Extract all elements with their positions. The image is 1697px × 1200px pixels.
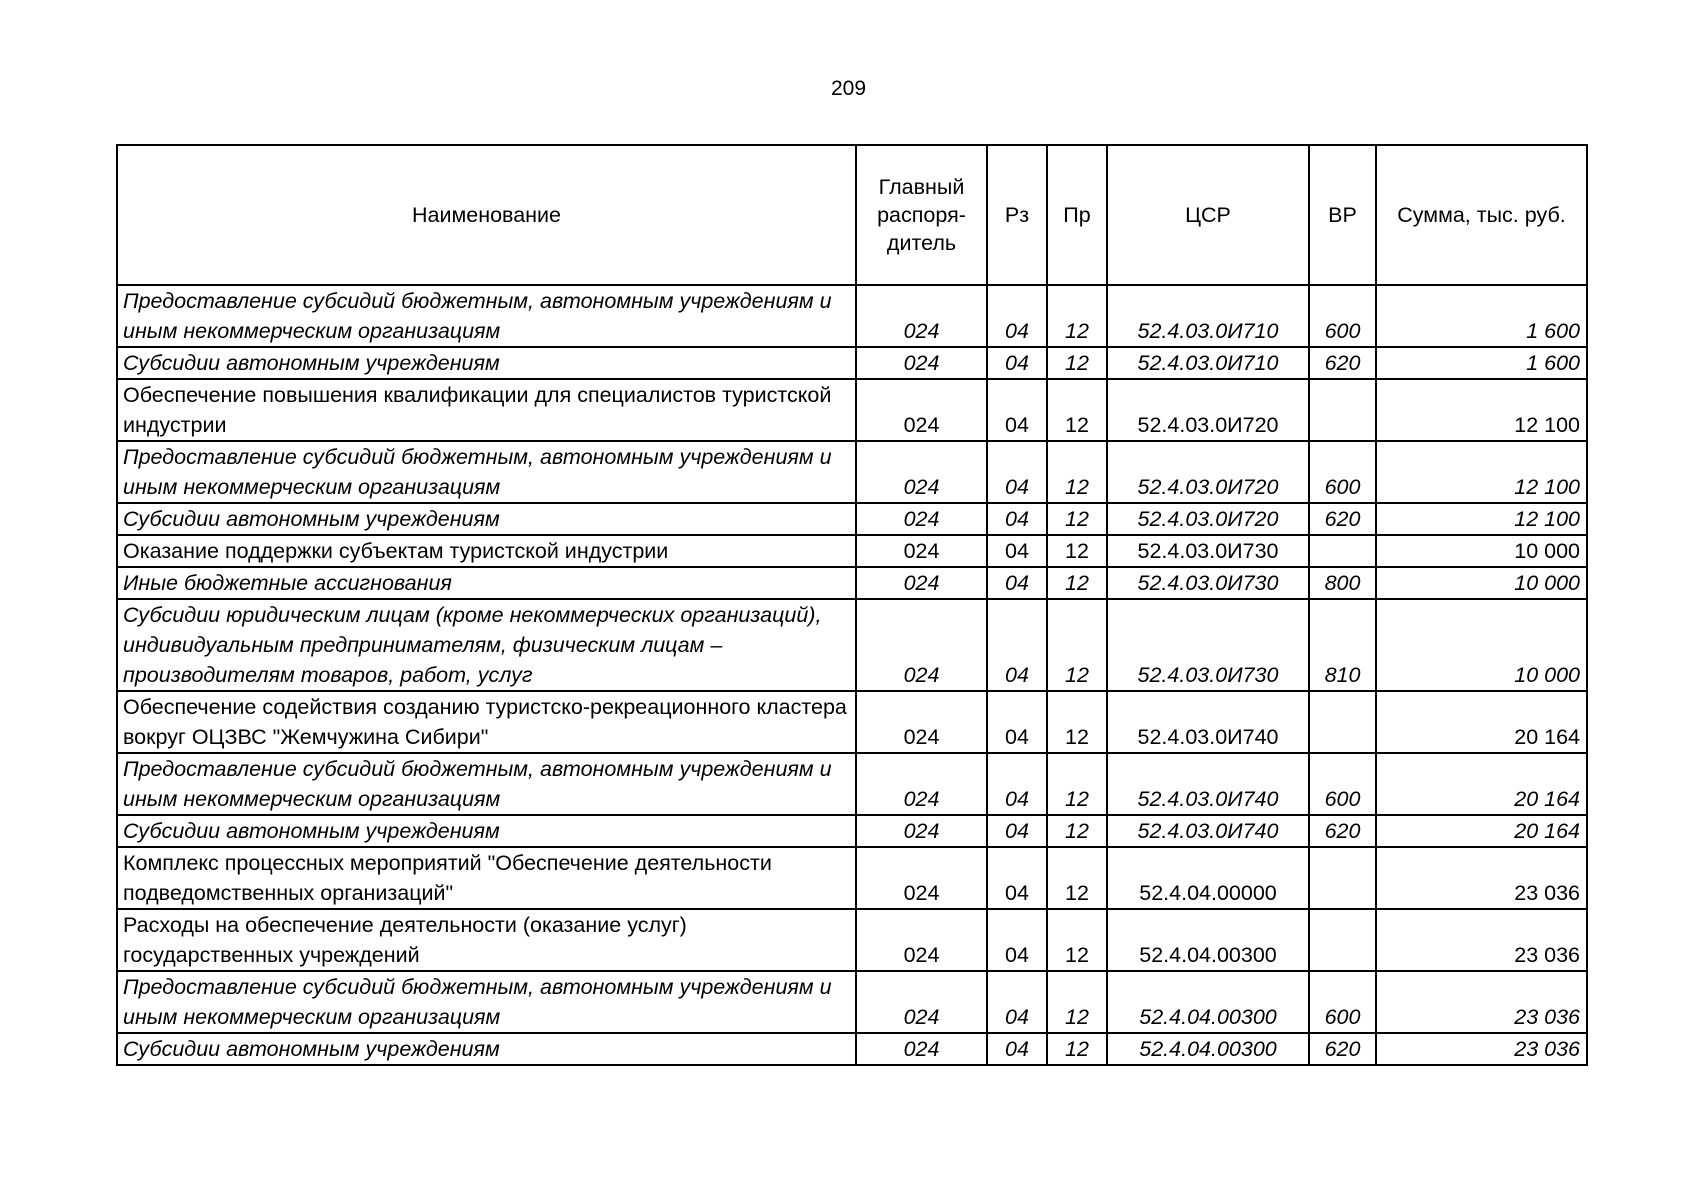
cell-vr: 620 (1309, 347, 1376, 379)
cell-manager: 024 (856, 285, 987, 347)
cell-rz: 04 (987, 691, 1047, 753)
cell-sum: 23 036 (1376, 971, 1587, 1033)
table-row (117, 815, 1587, 847)
cell-pr: 12 (1047, 909, 1107, 971)
table-row (117, 285, 1587, 347)
cell-csr: 52.4.03.0И740 (1107, 753, 1309, 815)
cell-csr: 52.4.04.00000 (1107, 847, 1309, 909)
cell-rz: 04 (987, 909, 1047, 971)
cell-vr: 600 (1309, 285, 1376, 347)
table-row (117, 379, 1587, 441)
cell-rz: 04 (987, 535, 1047, 567)
header-rz: Рз (987, 145, 1047, 285)
cell-sum: 20 164 (1376, 815, 1587, 847)
cell-pr: 12 (1047, 567, 1107, 599)
cell-vr: 810 (1309, 599, 1376, 691)
cell-manager: 024 (856, 347, 987, 379)
cell-sum: 10 000 (1376, 599, 1587, 691)
page-number: 209 (830, 77, 867, 100)
cell-rz: 04 (987, 847, 1047, 909)
table-row (117, 1033, 1587, 1065)
cell-name: Предоставление субсидий бюджетным, автономным учреждениям и иным некоммерческим организациям (117, 971, 856, 1033)
cell-manager: 024 (856, 379, 987, 441)
table-row (117, 691, 1587, 753)
cell-rz: 04 (987, 347, 1047, 379)
table-row (117, 753, 1587, 815)
cell-name: Субсидии автономным учреждениям (117, 1033, 856, 1065)
cell-vr: 600 (1309, 441, 1376, 503)
cell-vr: 600 (1309, 753, 1376, 815)
cell-sum: 1 600 (1376, 347, 1587, 379)
cell-vr (1309, 535, 1376, 567)
cell-csr: 52.4.04.00300 (1107, 909, 1309, 971)
header-pr: Пр (1047, 145, 1107, 285)
cell-rz: 04 (987, 599, 1047, 691)
cell-rz: 04 (987, 379, 1047, 441)
cell-manager: 024 (856, 815, 987, 847)
cell-csr: 52.4.03.0И720 (1107, 441, 1309, 503)
cell-sum: 23 036 (1376, 847, 1587, 909)
cell-rz: 04 (987, 567, 1047, 599)
cell-pr: 12 (1047, 847, 1107, 909)
cell-vr: 620 (1309, 1033, 1376, 1065)
cell-sum: 23 036 (1376, 909, 1587, 971)
cell-pr: 12 (1047, 503, 1107, 535)
header-manager: Главный распоря-дитель (856, 145, 987, 285)
cell-manager: 024 (856, 599, 987, 691)
cell-manager: 024 (856, 691, 987, 753)
cell-name: Предоставление субсидий бюджетным, автономным учреждениям и иным некоммерческим организациям (117, 441, 856, 503)
table-row (117, 847, 1587, 909)
cell-csr: 52.4.03.0И740 (1107, 815, 1309, 847)
cell-csr: 52.4.03.0И730 (1107, 535, 1309, 567)
cell-manager: 024 (856, 909, 987, 971)
table-row (117, 347, 1587, 379)
table-row (117, 909, 1587, 971)
table-row (117, 503, 1587, 535)
header-row (117, 145, 1587, 285)
cell-manager: 024 (856, 535, 987, 567)
cell-csr: 52.4.04.00300 (1107, 1033, 1309, 1065)
cell-vr (1309, 909, 1376, 971)
budget-table (116, 144, 1588, 1066)
cell-sum: 10 000 (1376, 567, 1587, 599)
cell-sum: 20 164 (1376, 691, 1587, 753)
header-name: Наименование (117, 145, 856, 285)
cell-pr: 12 (1047, 441, 1107, 503)
cell-csr: 52.4.03.0И720 (1107, 503, 1309, 535)
cell-csr: 52.4.03.0И730 (1107, 567, 1309, 599)
cell-manager: 024 (856, 441, 987, 503)
cell-vr: 620 (1309, 503, 1376, 535)
cell-sum: 12 100 (1376, 441, 1587, 503)
cell-pr: 12 (1047, 535, 1107, 567)
table-row (117, 567, 1587, 599)
cell-manager: 024 (856, 753, 987, 815)
cell-manager: 024 (856, 567, 987, 599)
cell-csr: 52.4.03.0И730 (1107, 599, 1309, 691)
cell-pr: 12 (1047, 347, 1107, 379)
cell-name: Субсидии автономным учреждениям (117, 815, 856, 847)
cell-rz: 04 (987, 753, 1047, 815)
cell-name: Обеспечение содействия созданию туристско-рекреационного кластера вокруг ОЦЗВС "Жемчужина Сибири" (117, 691, 856, 753)
cell-csr: 52.4.03.0И720 (1107, 379, 1309, 441)
cell-pr: 12 (1047, 815, 1107, 847)
cell-vr (1309, 379, 1376, 441)
table-row (117, 535, 1587, 567)
cell-pr: 12 (1047, 379, 1107, 441)
cell-vr: 620 (1309, 815, 1376, 847)
cell-vr (1309, 691, 1376, 753)
cell-rz: 04 (987, 503, 1047, 535)
cell-sum: 1 600 (1376, 285, 1587, 347)
header-sum: Сумма, тыс. руб. (1376, 145, 1587, 285)
cell-name: Предоставление субсидий бюджетным, автономным учреждениям и иным некоммерческим организациям (117, 753, 856, 815)
table-row (117, 441, 1587, 503)
cell-vr: 800 (1309, 567, 1376, 599)
cell-name: Оказание поддержки субъектам туристской индустрии (117, 535, 856, 567)
header-csr: ЦСР (1107, 145, 1309, 285)
cell-vr: 600 (1309, 971, 1376, 1033)
cell-sum: 12 100 (1376, 379, 1587, 441)
cell-vr (1309, 847, 1376, 909)
cell-name: Субсидии автономным учреждениям (117, 347, 856, 379)
cell-pr: 12 (1047, 599, 1107, 691)
cell-rz: 04 (987, 285, 1047, 347)
cell-name: Субсидии юридическим лицам (кроме некоммерческих организаций), индивидуальным предпринимателям, физическим лицам – производителям товаров, работ, услуг (117, 599, 856, 691)
cell-sum: 12 100 (1376, 503, 1587, 535)
table-row (117, 599, 1587, 691)
cell-pr: 12 (1047, 285, 1107, 347)
cell-manager: 024 (856, 971, 987, 1033)
cell-name: Предоставление субсидий бюджетным, автономным учреждениям и иным некоммерческим организациям (117, 285, 856, 347)
cell-pr: 12 (1047, 1033, 1107, 1065)
cell-name: Обеспечение повышения квалификации для специалистов туристской индустрии (117, 379, 856, 441)
cell-sum: 10 000 (1376, 535, 1587, 567)
cell-pr: 12 (1047, 691, 1107, 753)
cell-manager: 024 (856, 847, 987, 909)
cell-sum: 20 164 (1376, 753, 1587, 815)
header-vr: ВР (1309, 145, 1376, 285)
cell-manager: 024 (856, 503, 987, 535)
cell-csr: 52.4.04.00300 (1107, 971, 1309, 1033)
cell-rz: 04 (987, 1033, 1047, 1065)
cell-pr: 12 (1047, 971, 1107, 1033)
cell-csr: 52.4.03.0И710 (1107, 285, 1309, 347)
cell-csr: 52.4.03.0И710 (1107, 347, 1309, 379)
cell-name: Комплекс процессных мероприятий "Обеспечение деятельности подведомственных организаций" (117, 847, 856, 909)
cell-csr: 52.4.03.0И740 (1107, 691, 1309, 753)
cell-pr: 12 (1047, 753, 1107, 815)
cell-name: Иные бюджетные ассигнования (117, 567, 856, 599)
table-row (117, 971, 1587, 1033)
cell-rz: 04 (987, 815, 1047, 847)
cell-sum: 23 036 (1376, 1033, 1587, 1065)
cell-manager: 024 (856, 1033, 987, 1065)
cell-rz: 04 (987, 441, 1047, 503)
cell-rz: 04 (987, 971, 1047, 1033)
cell-name: Субсидии автономным учреждениям (117, 503, 856, 535)
cell-name: Расходы на обеспечение деятельности (оказание услуг) государственных учреждений (117, 909, 856, 971)
